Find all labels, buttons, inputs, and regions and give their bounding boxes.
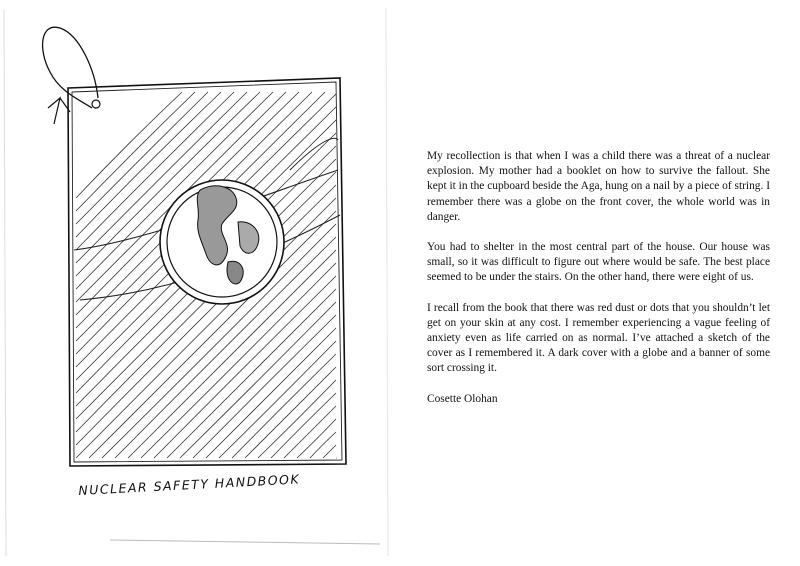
hatch-stroke	[76, 92, 195, 211]
hatch-stroke	[258, 380, 336, 458]
string-knot	[48, 98, 70, 124]
hatch-stroke	[232, 354, 336, 458]
nail-hole	[92, 100, 100, 108]
hatch-stroke	[284, 406, 336, 458]
hatch-stroke	[323, 445, 336, 458]
paper-edge-left	[4, 10, 6, 556]
paper-edge-right	[386, 8, 388, 556]
paragraph: My recollection is that when I was a child there was a threat of a nuclear explosion. My mother had a booklet on how to survive the fallout. She kept it in the cupboard beside the Aga, hung on a nail by a piece of string. I remember there was a globe on the front cover, the whole world was in danger.	[427, 150, 770, 223]
hatch-stroke	[297, 419, 336, 458]
hatch-stroke	[154, 276, 336, 458]
memoir-text	[427, 149, 770, 422]
hatch-stroke	[271, 393, 336, 458]
paper-edge-bottom	[110, 540, 380, 544]
globe-continent-3	[227, 261, 243, 284]
hanging-string	[43, 27, 98, 108]
hatch-stroke	[245, 367, 336, 458]
sketch-caption: NUCLEAR SAFETY HANDBOOK	[78, 471, 301, 498]
hatch-stroke	[180, 302, 336, 458]
paragraph: You had to shelter in the most central part of the house. Our house was small, so it was difficult to figure out where would be safe. The best place seemed to be under the stairs. On the other hand, there were eight of us.	[427, 241, 770, 284]
hatch-stroke	[310, 432, 336, 458]
paragraph: I recall from the book that there was red dust or dots that you shouldn’t let get on your skin at any cost. I remember experiencing a vague feeling of anxiety even as life carried on as normal. I’ve attached a sketch of the cover as I remembered it. A dark cover with a globe and a banner of some sort crossing it.	[427, 301, 770, 375]
hatch-stroke	[193, 315, 336, 458]
signature: Cosette Olohan	[427, 392, 498, 405]
hatch-stroke	[219, 341, 336, 458]
sketch-panel	[0, 0, 392, 566]
